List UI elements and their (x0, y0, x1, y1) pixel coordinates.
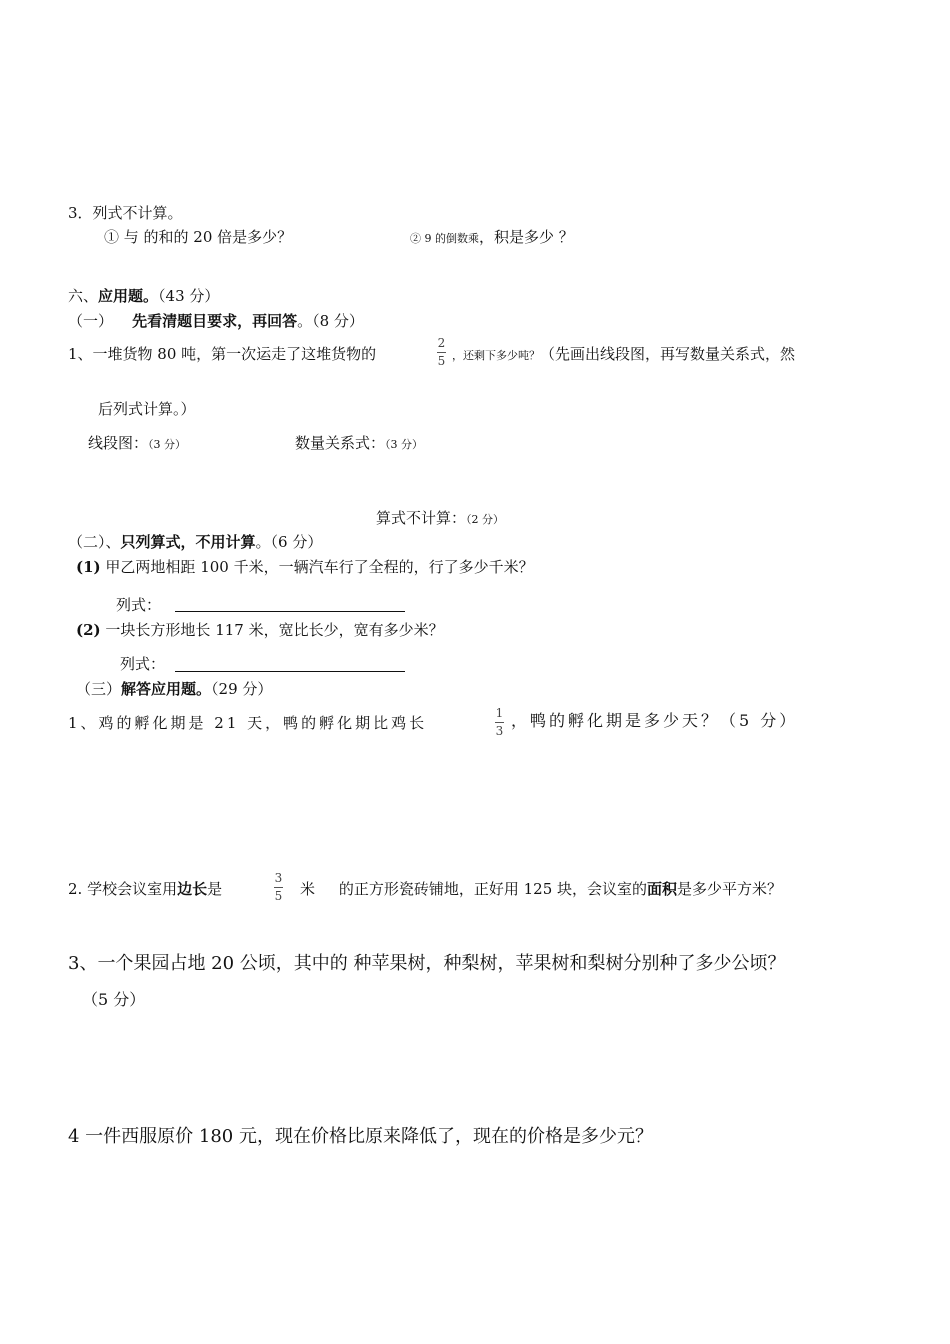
section6-heading (68, 286, 219, 306)
section3-heading: 3．列式不计算。 (68, 204, 183, 222)
part3-question3: 3、一个果园占地 20 公顷，其中的 种苹果树，种梨树，苹果树和梨树分别种了多少公顷？ (68, 953, 786, 974)
part2-heading (68, 532, 322, 552)
part3-question2-area: 面积 (647, 880, 678, 898)
part3-points: （29 分） (211, 680, 273, 698)
part2-points: 。（6 分） (255, 533, 323, 551)
fraction-numerator: 1 (495, 706, 504, 720)
part1-question1-line2: 后列式计算。） (98, 400, 196, 418)
fraction-bar (274, 887, 283, 888)
part2-question2-text: 一块长方形地长 117 米，宽比长少，宽有多少米？ (105, 621, 444, 639)
part2-question1 (76, 557, 534, 577)
part1-question1-tail (452, 344, 795, 366)
part2-label: （二）、 (68, 533, 121, 551)
part1-question1-instruction: （先画出线段图，再写数量关系式，然 (540, 345, 796, 363)
part3-question1-a: 1、鸡的孵化期是 21 天，鸭的孵化期比鸡长 (68, 714, 428, 732)
section3-question1: ① 与 的和的 20 倍是多少？ (104, 228, 293, 246)
fraction-numerator: 3 (274, 871, 283, 885)
fraction-two-fifths (437, 337, 446, 368)
part2-title: 只列算式，不用计算 (120, 533, 256, 551)
part1-title: 先看清题目要求，再回答 (132, 312, 298, 330)
fraction-denominator: 5 (274, 889, 283, 903)
part2-question2 (76, 620, 444, 640)
fraction-denominator: 5 (437, 354, 446, 368)
part3-question3-points: （5 分） (82, 990, 146, 1009)
fraction-bar (495, 722, 504, 723)
relation-label-text: 数量关系式： (295, 434, 386, 452)
part3-label: （三） (76, 680, 122, 698)
part3-question2-side: 边长 (177, 880, 208, 898)
part3-question2-tail (300, 879, 782, 899)
part1-label: （一） (68, 312, 114, 330)
part3-question2-prefix: 2. 学校会议室用 (68, 880, 178, 898)
question2-suffix: ，积是多少 ？ (479, 228, 574, 246)
relation-label (295, 433, 423, 455)
section6-points: （43 分） (158, 287, 220, 305)
question2-prefix: ② 9 的倒数乘 (410, 232, 479, 245)
part3-question1-b: ，鸭的孵化期是多少天？（5 分） (511, 711, 799, 730)
relation-points: （3 分） (385, 438, 424, 451)
section6-number: 六、 (68, 287, 99, 305)
part3-question2-ask: 是多少平方米？ (677, 880, 783, 898)
part3-question4: 4 一件西服原价 180 元，现在价格比原来降低了，现在的价格是多少元？ (68, 1126, 653, 1147)
formula-label (376, 508, 504, 530)
part3-question2-middle: 的正方形瓷砖铺地，正好用 125 块，会议室的 (338, 880, 648, 898)
fraction-three-fifths (274, 872, 283, 903)
part1-points: 。（8 分） (297, 312, 364, 330)
part1-question1-line1: 1、一堆货物 80 吨，第一次运走了这堆货物的 (68, 345, 377, 363)
part1-heading (68, 311, 364, 331)
part3-question2 (68, 879, 222, 899)
formula-label-text: 算式不计算： (376, 509, 467, 527)
formula-points: （2 分） (466, 513, 505, 526)
fraction-one-third (495, 707, 504, 738)
part2-question2-formula-label: 列式： (120, 655, 166, 673)
answer-blank-2[interactable] (175, 671, 405, 672)
part2-question1-text: 甲乙两地相距 100 千米，一辆汽车行了全程的，行了多少千米？ (105, 558, 534, 576)
part2-question1-number: (1) (76, 558, 101, 576)
part3-title: 解答应用题。 (121, 680, 212, 698)
diagram-points: （3 分） (148, 438, 187, 451)
fraction-denominator: 3 (495, 724, 504, 738)
part3-question2-unit: 米 (300, 880, 316, 898)
part2-question2-number: (2) (76, 621, 101, 639)
diagram-label (88, 433, 186, 455)
diagram-label-text: 线段图： (88, 434, 149, 452)
part1-question1-ask: ，还剩下多少吨？ (452, 349, 540, 362)
answer-blank-1[interactable] (175, 611, 405, 612)
part2-question1-formula-label: 列式： (116, 596, 162, 614)
section6-title: 应用题。 (98, 287, 159, 305)
fraction-bar (437, 352, 446, 353)
part3-heading (76, 679, 272, 699)
section3-question2 (410, 227, 574, 249)
part3-question2-is: 是 (207, 880, 223, 898)
fraction-numerator: 2 (437, 336, 446, 350)
